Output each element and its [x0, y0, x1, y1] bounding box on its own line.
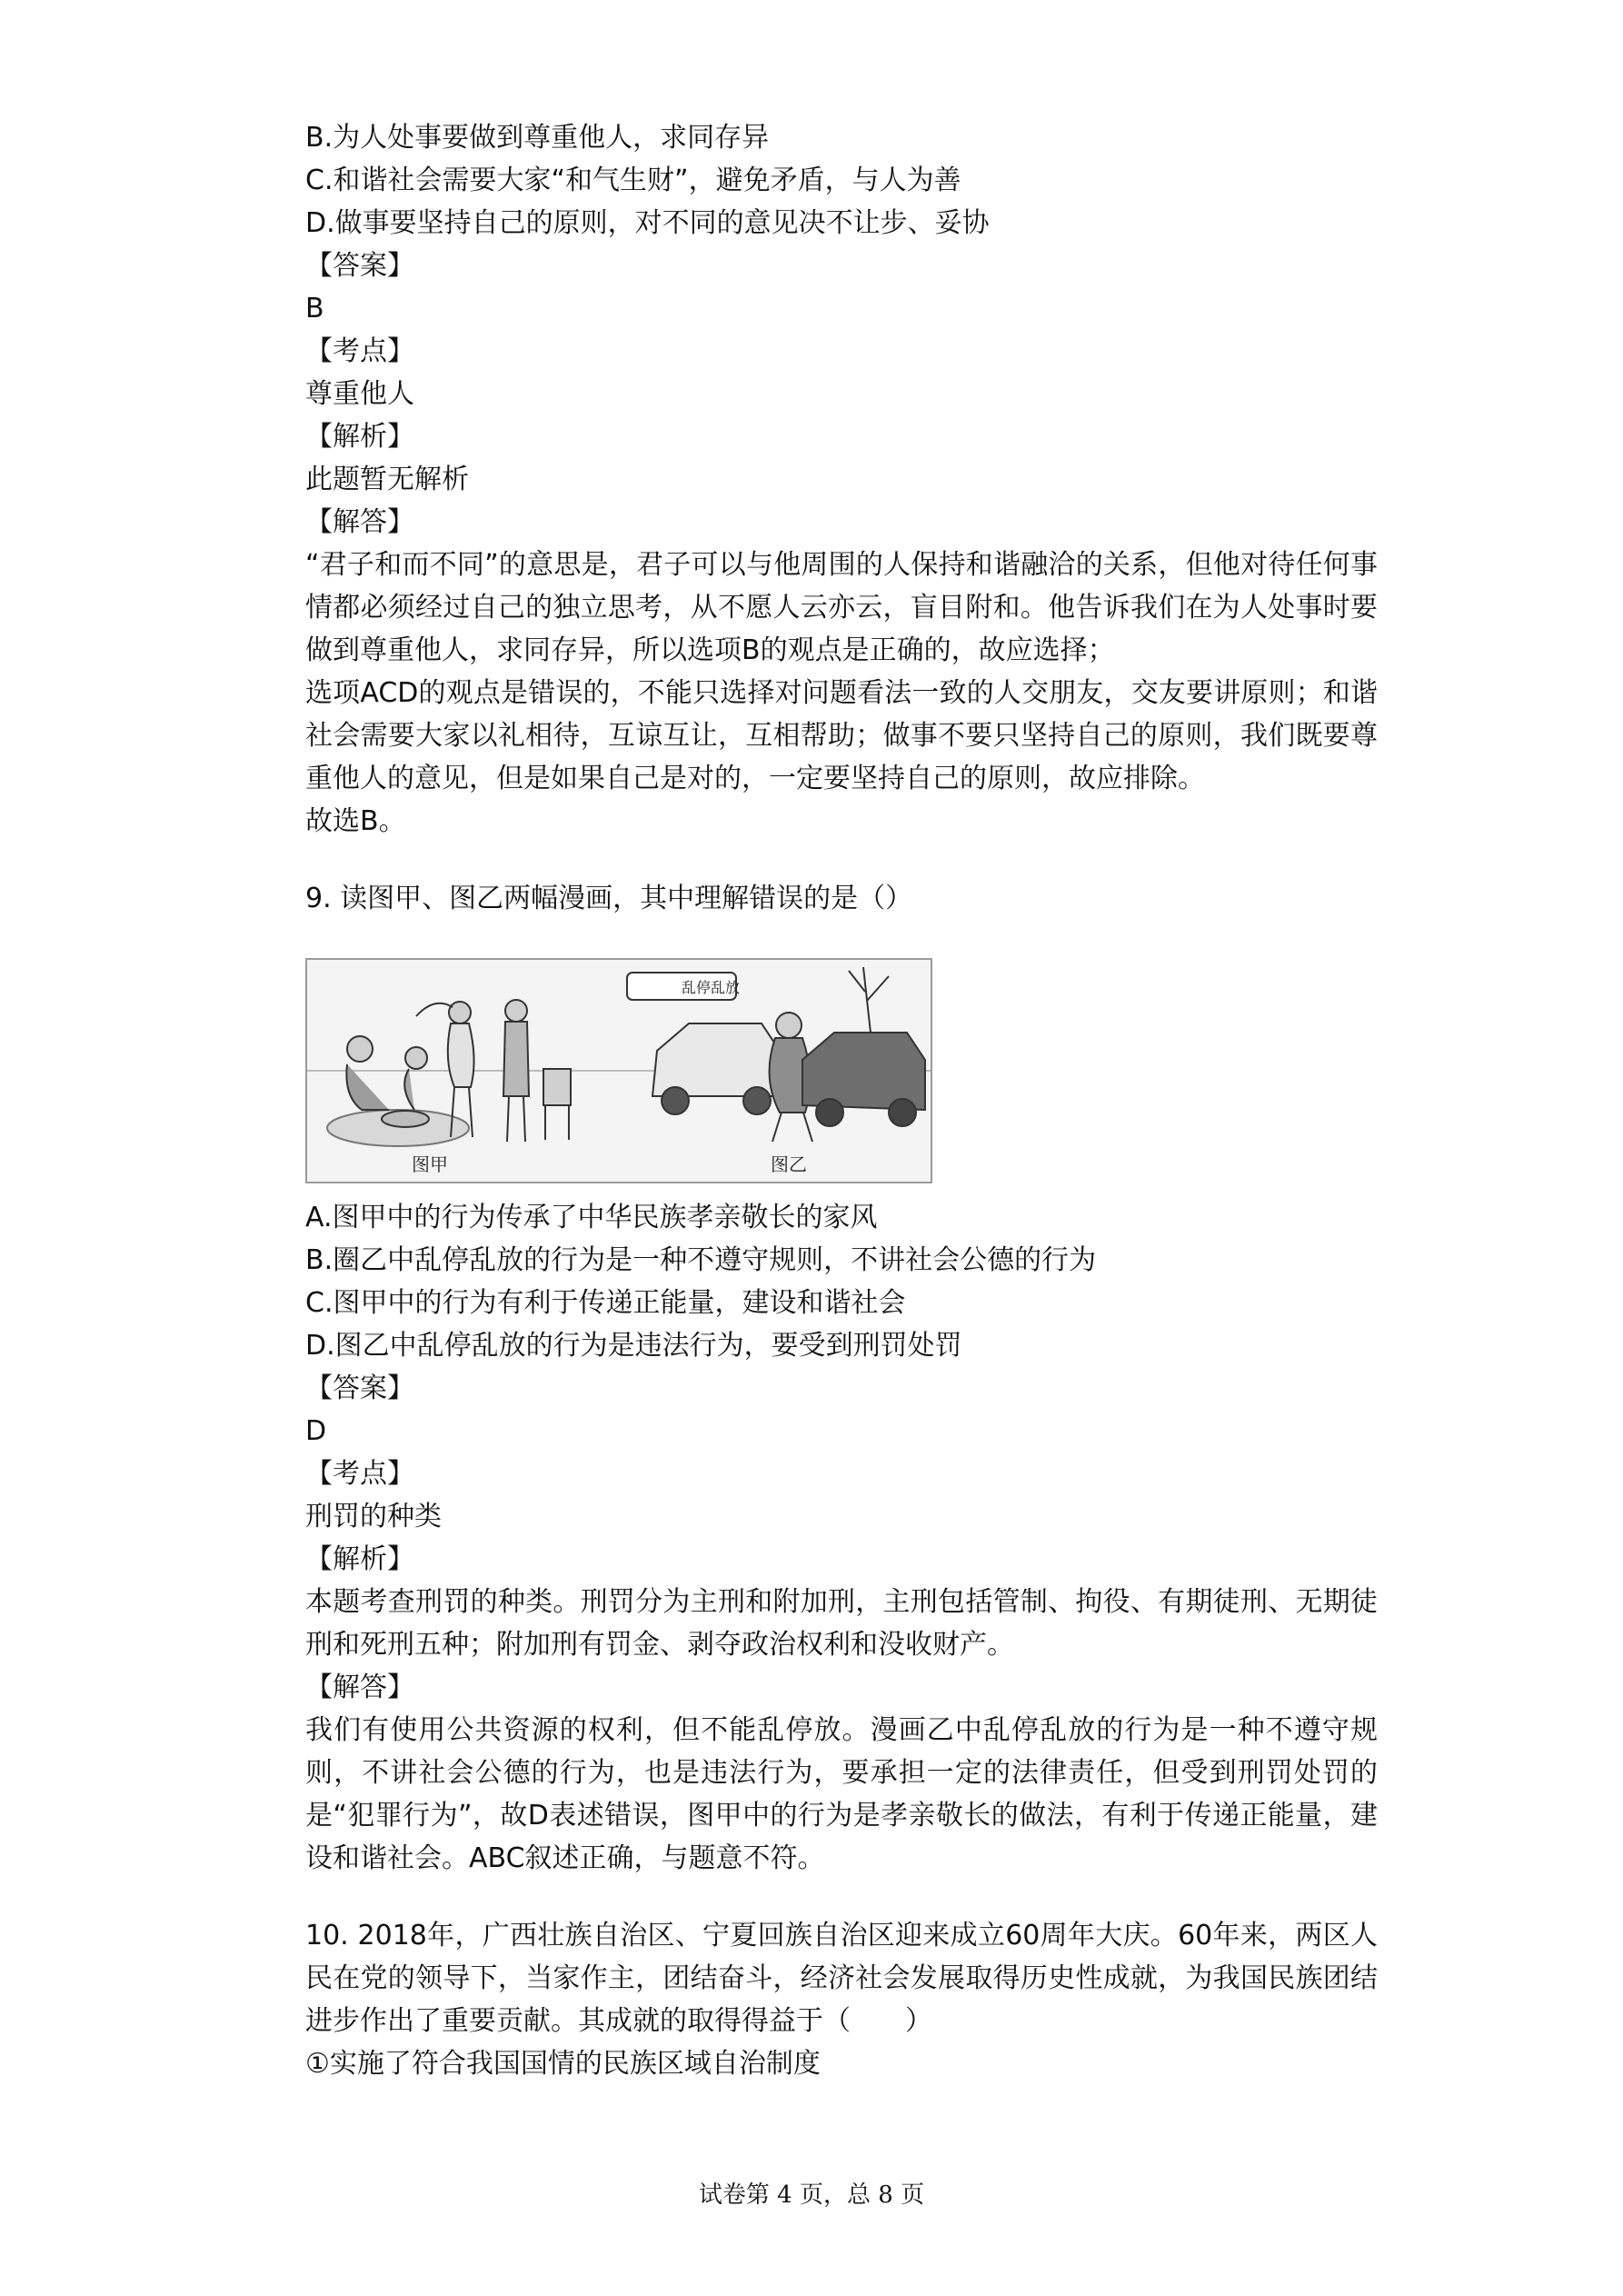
- spacer: [305, 920, 1378, 945]
- q9-solution: 我们有使用公共资源的权利，但不能乱停放。漫画乙中乱停乱放的行为是一种不遵守规则，不讲社会公德的行为，也是违法行为，要承担一定的法律责任，但受到刑罚处罚的是“犯罪行为”，故D表述错误，图甲中的行为是孝亲敬长的做法，有利于传递正能量，建设和谐社会。ABC叙述正确，与题意不符。: [305, 1714, 1378, 1874]
- q8-answer: B: [305, 293, 324, 324]
- q8-solution-para-2: 选项ACD的观点是错误的，不能只选择对问题看法一致的人交朋友，交友要讲原则；和谐社会需要大家以礼相待，互谅互让，互相帮助；做事不要只坚持自己的原则，我们既要尊重他人的意见，但是如果自己是对的，一定要坚持自己的原则，故应排除。: [305, 677, 1378, 794]
- q8-option-b[interactable]: B.为人处事要做到尊重他人，求同存异: [305, 122, 770, 154]
- q9-cartoon-figure: [305, 958, 932, 1183]
- page-footer: 试卷第 4 页，总 8 页: [698, 2181, 925, 2209]
- q9-option-c[interactable]: C.图甲中的行为有利于传递正能量，建设和谐社会: [305, 1287, 906, 1319]
- family-scene-drawing: [327, 1000, 571, 1146]
- parking-scene-drawing: [627, 967, 925, 1142]
- q8-solution-label: 【解答】: [305, 506, 414, 538]
- q9-analysis: 本题考查刑罚的种类。刑罚分为主刑和附加刑，主刑包括管制、拘役、有期徒刑、无期徒刑和死刑五种；附加刑有罚金、剥夺政治权利和没收财产。: [305, 1586, 1378, 1661]
- q9-point: 刑罚的种类: [305, 1501, 442, 1532]
- page-content: [305, 116, 1378, 2085]
- q8-answer-label: 【答案】: [305, 250, 414, 282]
- q9-option-a[interactable]: A.图甲中的行为传承了中华民族孝亲敬长的家风: [305, 1202, 878, 1233]
- question-9: [305, 877, 1378, 1880]
- spacer: [305, 843, 1378, 877]
- question-8: [305, 116, 1378, 843]
- spacer: [305, 1880, 1378, 1914]
- cartoon-illustration: [307, 960, 931, 1182]
- figure-caption-left: 图甲: [412, 1153, 448, 1175]
- q8-option-c[interactable]: C.和谐社会需要大家“和气生财”，避免矛盾，与人为善: [305, 165, 961, 196]
- q8-option-d[interactable]: D.做事要坚持自己的原则，对不同的意见决不让步、妥协: [305, 207, 990, 239]
- figure-caption-right: 图乙: [771, 1153, 807, 1175]
- q9-answer-label: 【答案】: [305, 1373, 414, 1404]
- cartoon-sign: 乱停乱放: [682, 979, 741, 996]
- q8-analysis: 此题暂无解析: [305, 464, 469, 495]
- q10-stem: 10. 2018年，广西壮族自治区、宁夏回族自治区迎来成立60周年大庆。60年来，两区人民在党的领导下，当家作主，团结奋斗，经济社会发展取得历史性成就，为我国民族团结进步作出了重要贡献。其成就的取得得益于（ ）: [305, 1920, 1378, 2037]
- q9-analysis-label: 【解析】: [305, 1543, 414, 1575]
- q9-option-b[interactable]: B.圈乙中乱停乱放的行为是一种不遵守规则，不讲社会公德的行为: [305, 1244, 1097, 1276]
- q8-point: 尊重他人: [305, 378, 414, 410]
- q9-stem: 9. 读图甲、图乙两幅漫画，其中理解错误的是（）: [305, 883, 913, 914]
- q8-analysis-label: 【解析】: [305, 421, 414, 453]
- q8-solution-para-1: “君子和而不同”的意思是，君子可以与他周围的人保持和谐融洽的关系，但他对待任何事情都必须经过自己的独立思考，从不愿人云亦云，盲目附和。他告诉我们在为人处事时要做到尊重他人，求同存异，所以选项B的观点是正确的，故应选择；: [305, 549, 1378, 666]
- q9-point-label: 【考点】: [305, 1458, 414, 1490]
- question-10: [305, 1914, 1378, 2085]
- q10-item-1[interactable]: ①实施了符合我国国情的民族区域自治制度: [305, 2048, 821, 2080]
- q9-option-d[interactable]: D.图乙中乱停乱放的行为是违法行为，要受到刑罚处罚: [305, 1330, 962, 1362]
- q8-point-label: 【考点】: [305, 335, 414, 367]
- q9-solution-label: 【解答】: [305, 1672, 414, 1703]
- q9-answer: D: [305, 1415, 327, 1447]
- q8-solution-conclusion: 故选B。: [305, 805, 406, 837]
